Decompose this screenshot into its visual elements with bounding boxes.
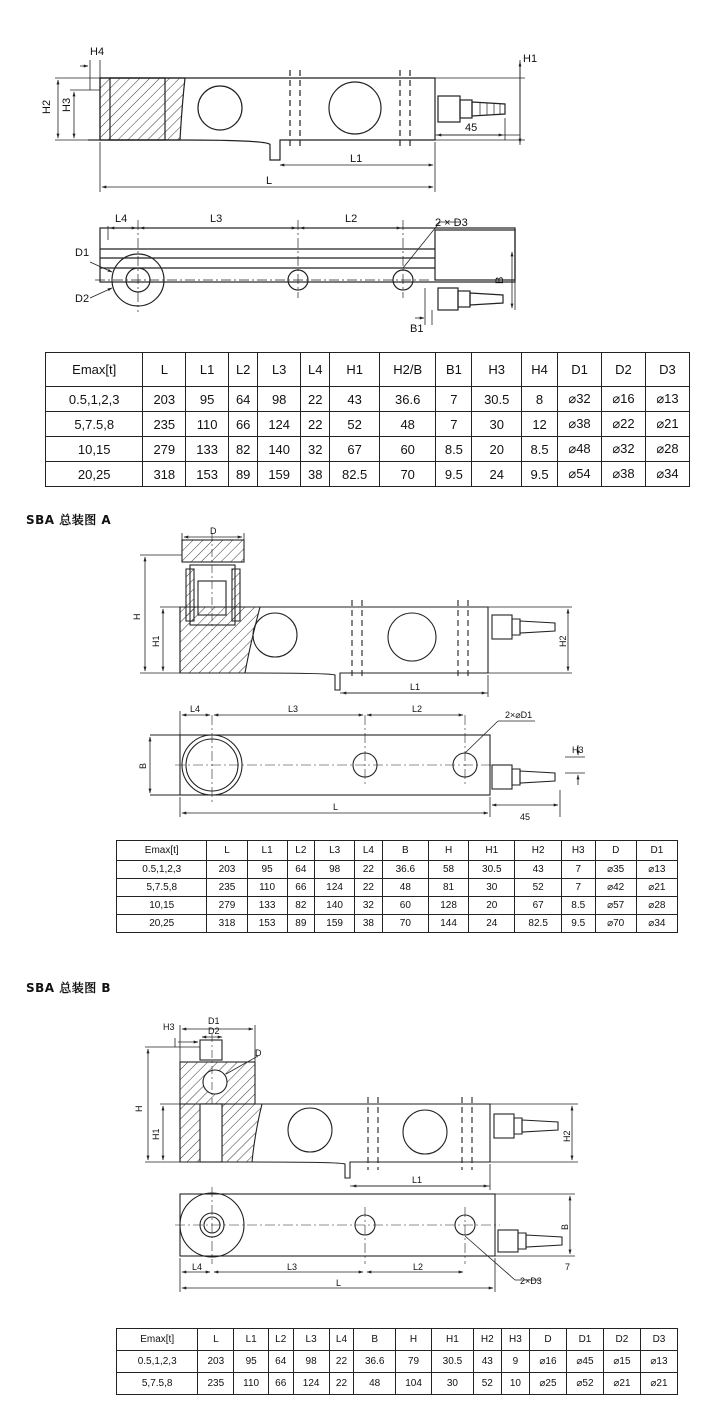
section-a-title: SBA 总装图 A bbox=[26, 513, 112, 527]
label-h2: H2 bbox=[558, 635, 568, 647]
table-cell: 82 bbox=[229, 437, 258, 462]
table-cell: 153 bbox=[186, 462, 229, 487]
table-cell: 8 bbox=[522, 387, 558, 412]
table-cell: 20 bbox=[469, 897, 515, 915]
table-cell: 60 bbox=[379, 437, 435, 462]
label-l: L bbox=[266, 175, 273, 187]
spec-table-2 bbox=[116, 840, 678, 933]
table-cell: 98 bbox=[258, 387, 301, 412]
table-cell: ⌀38 bbox=[558, 412, 602, 437]
label-45: 45 bbox=[465, 122, 478, 134]
column-header: H4 bbox=[522, 353, 558, 387]
column-header: Emax[t] bbox=[117, 841, 207, 861]
table-cell: 110 bbox=[186, 412, 229, 437]
column-header: L3 bbox=[293, 1329, 329, 1351]
table-row bbox=[117, 897, 678, 915]
table-cell: 104 bbox=[396, 1373, 432, 1395]
label-h1: H1 bbox=[151, 1128, 161, 1140]
table-cell: 43 bbox=[330, 387, 380, 412]
table-row bbox=[46, 387, 690, 412]
table-cell: 64 bbox=[287, 861, 314, 879]
label-l3: L3 bbox=[287, 1262, 298, 1272]
table-cell: ⌀25 bbox=[529, 1373, 566, 1395]
table-cell: 140 bbox=[258, 437, 301, 462]
column-header: Emax[t] bbox=[46, 353, 143, 387]
table-cell: 22 bbox=[301, 412, 330, 437]
table-cell: 82 bbox=[287, 897, 314, 915]
column-header: Emax[t] bbox=[117, 1329, 198, 1351]
table-cell: 8.5 bbox=[561, 897, 595, 915]
label-l3: L3 bbox=[288, 704, 299, 714]
label-h3: H3 bbox=[163, 1022, 175, 1032]
label-h2: H2 bbox=[562, 1130, 572, 1142]
table-cell: 20,25 bbox=[117, 915, 207, 933]
table-cell: 8.5 bbox=[522, 437, 558, 462]
table-cell: 32 bbox=[301, 437, 330, 462]
label-d: D bbox=[255, 1048, 262, 1058]
table-cell: 38 bbox=[301, 462, 330, 487]
column-header: L4 bbox=[329, 1329, 354, 1351]
table-cell: 70 bbox=[379, 462, 435, 487]
table-cell: 144 bbox=[429, 915, 469, 933]
table-cell: 30.5 bbox=[432, 1351, 474, 1373]
table-cell: 38 bbox=[355, 915, 382, 933]
column-header: H bbox=[429, 841, 469, 861]
column-header: L1 bbox=[234, 1329, 269, 1351]
label-l1: L1 bbox=[412, 1175, 423, 1185]
table-cell: 89 bbox=[229, 462, 258, 487]
table-cell: ⌀13 bbox=[645, 387, 689, 412]
table-cell: 66 bbox=[229, 412, 258, 437]
table-cell: 95 bbox=[186, 387, 229, 412]
table-cell: 52 bbox=[473, 1373, 501, 1395]
table-cell: 279 bbox=[143, 437, 186, 462]
table-cell: 9.5 bbox=[561, 915, 595, 933]
column-header: D3 bbox=[645, 353, 689, 387]
column-header: H3 bbox=[501, 1329, 529, 1351]
table-cell: 82.5 bbox=[330, 462, 380, 487]
column-header: H3 bbox=[472, 353, 522, 387]
column-header: L bbox=[198, 1329, 234, 1351]
table-cell: 95 bbox=[247, 861, 287, 879]
column-header: D1 bbox=[558, 353, 602, 387]
table-cell: 9.5 bbox=[522, 462, 558, 487]
table-cell: 30.5 bbox=[472, 387, 522, 412]
table-header-row bbox=[117, 841, 678, 861]
table-cell: ⌀57 bbox=[595, 897, 636, 915]
label-l1: L1 bbox=[350, 153, 363, 165]
label-7: 7 bbox=[565, 1262, 571, 1272]
table-cell: 20,25 bbox=[46, 462, 143, 487]
label-d3: 2 × D3 bbox=[435, 217, 468, 229]
table-cell: ⌀32 bbox=[558, 387, 602, 412]
table-cell: 70 bbox=[382, 915, 428, 933]
label-d1: D1 bbox=[75, 247, 90, 259]
table-cell: 133 bbox=[186, 437, 229, 462]
table-cell: 5,7.5,8 bbox=[117, 879, 207, 897]
table-cell: 0.5,1,2,3 bbox=[117, 1351, 198, 1373]
label-h2: H2 bbox=[41, 99, 53, 114]
table-cell: 30.5 bbox=[469, 861, 515, 879]
table-cell: 32 bbox=[355, 897, 382, 915]
table-cell: 60 bbox=[382, 897, 428, 915]
table-cell: 22 bbox=[329, 1351, 354, 1373]
column-header: D2 bbox=[603, 1329, 640, 1351]
column-header: L2 bbox=[287, 841, 314, 861]
table-cell: ⌀42 bbox=[595, 879, 636, 897]
table-cell: 110 bbox=[247, 879, 287, 897]
table-cell: 48 bbox=[382, 879, 428, 897]
table-cell: 133 bbox=[247, 897, 287, 915]
table-cell: 64 bbox=[268, 1351, 293, 1373]
label-d1: D1 bbox=[208, 1016, 220, 1026]
table-cell: 81 bbox=[429, 879, 469, 897]
table-cell: ⌀32 bbox=[602, 437, 646, 462]
table-cell: 8.5 bbox=[436, 437, 472, 462]
drawing-a bbox=[0, 525, 720, 825]
table-cell: 64 bbox=[229, 387, 258, 412]
label-h3: H3 bbox=[572, 745, 584, 755]
column-header: L3 bbox=[258, 353, 301, 387]
table-cell: 159 bbox=[258, 462, 301, 487]
table-cell: 128 bbox=[429, 897, 469, 915]
table-cell: 124 bbox=[258, 412, 301, 437]
table-cell: ⌀21 bbox=[636, 879, 677, 897]
column-header: L1 bbox=[186, 353, 229, 387]
label-l2: L2 bbox=[345, 213, 358, 225]
table-cell: 30 bbox=[432, 1373, 474, 1395]
table-cell: 98 bbox=[315, 861, 355, 879]
table-cell: 0.5,1,2,3 bbox=[46, 387, 143, 412]
table-cell: 30 bbox=[469, 879, 515, 897]
column-header: B1 bbox=[436, 353, 472, 387]
column-header: D bbox=[529, 1329, 566, 1351]
spec-table-1 bbox=[45, 352, 690, 487]
table-cell: ⌀16 bbox=[602, 387, 646, 412]
column-header: B bbox=[354, 1329, 396, 1351]
label-d: D bbox=[210, 526, 217, 536]
table-cell: 124 bbox=[315, 879, 355, 897]
table-cell: ⌀16 bbox=[529, 1351, 566, 1373]
column-header: L2 bbox=[268, 1329, 293, 1351]
table-cell: 140 bbox=[315, 897, 355, 915]
drawing-1 bbox=[0, 0, 720, 345]
table-row bbox=[117, 1351, 678, 1373]
column-header: L4 bbox=[355, 841, 382, 861]
table-row bbox=[117, 1373, 678, 1395]
label-h3: H3 bbox=[61, 97, 73, 112]
column-header: H2 bbox=[473, 1329, 501, 1351]
column-header: D3 bbox=[640, 1329, 677, 1351]
table-cell: 36.6 bbox=[382, 861, 428, 879]
table-cell: 30 bbox=[472, 412, 522, 437]
label-45: 45 bbox=[520, 812, 531, 822]
table-cell: 9.5 bbox=[436, 462, 472, 487]
label-d2: D2 bbox=[75, 293, 90, 305]
label-h1: H1 bbox=[151, 635, 161, 647]
table-cell: 43 bbox=[515, 861, 561, 879]
table-cell: 7 bbox=[436, 387, 472, 412]
table-row bbox=[46, 412, 690, 437]
label-d1: 2×⌀D1 bbox=[505, 710, 533, 720]
table-cell: 48 bbox=[379, 412, 435, 437]
label-l1: L1 bbox=[410, 682, 421, 692]
table-cell: 20 bbox=[472, 437, 522, 462]
column-header: D1 bbox=[566, 1329, 603, 1351]
column-header: H bbox=[396, 1329, 432, 1351]
table-cell: 48 bbox=[354, 1373, 396, 1395]
table-cell: 203 bbox=[207, 861, 247, 879]
spec-table-3 bbox=[116, 1328, 678, 1395]
table-cell: 52 bbox=[515, 879, 561, 897]
label-h: H bbox=[132, 613, 142, 620]
table-cell: 124 bbox=[293, 1373, 329, 1395]
table-cell: 203 bbox=[143, 387, 186, 412]
table-cell: 279 bbox=[207, 897, 247, 915]
table-cell: 36.6 bbox=[354, 1351, 396, 1373]
table-cell: 153 bbox=[247, 915, 287, 933]
label-d3: 2×D3 bbox=[520, 1276, 542, 1286]
table-cell: ⌀22 bbox=[602, 412, 646, 437]
table-cell: 36.6 bbox=[379, 387, 435, 412]
table-cell: 5,7.5,8 bbox=[46, 412, 143, 437]
table-cell: 24 bbox=[472, 462, 522, 487]
label-l: L bbox=[336, 1278, 342, 1288]
table-cell: ⌀45 bbox=[566, 1351, 603, 1373]
table-cell: 235 bbox=[143, 412, 186, 437]
table-cell: 22 bbox=[301, 387, 330, 412]
table-cell: 12 bbox=[522, 412, 558, 437]
column-header: H2/B bbox=[379, 353, 435, 387]
label-l4: L4 bbox=[115, 213, 128, 225]
column-header: L2 bbox=[229, 353, 258, 387]
table-row bbox=[117, 879, 678, 897]
column-header: L bbox=[143, 353, 186, 387]
table-cell: 22 bbox=[355, 861, 382, 879]
table-cell: 43 bbox=[473, 1351, 501, 1373]
label-l: L bbox=[333, 802, 339, 812]
table-cell: 22 bbox=[329, 1373, 354, 1395]
table-row bbox=[46, 462, 690, 487]
table-cell: ⌀48 bbox=[558, 437, 602, 462]
table-cell: 235 bbox=[207, 879, 247, 897]
table-cell: 67 bbox=[515, 897, 561, 915]
table-cell: 7 bbox=[436, 412, 472, 437]
table-cell: 9 bbox=[501, 1351, 529, 1373]
table-cell: ⌀34 bbox=[636, 915, 677, 933]
table-row bbox=[117, 861, 678, 879]
label-b: B bbox=[138, 762, 148, 769]
table-cell: ⌀52 bbox=[566, 1373, 603, 1395]
column-header: D bbox=[595, 841, 636, 861]
label-l2: L2 bbox=[412, 704, 423, 714]
table-cell: 5,7.5,8 bbox=[117, 1373, 198, 1395]
table-cell: 7 bbox=[561, 861, 595, 879]
label-l4: L4 bbox=[192, 1262, 203, 1272]
drawing-b bbox=[0, 1012, 720, 1312]
table-row bbox=[117, 915, 678, 933]
table-cell: 235 bbox=[198, 1373, 234, 1395]
table-cell: ⌀21 bbox=[603, 1373, 640, 1395]
table-cell: ⌀54 bbox=[558, 462, 602, 487]
table-cell: 89 bbox=[287, 915, 314, 933]
table-cell: 318 bbox=[207, 915, 247, 933]
label-b: B bbox=[494, 276, 506, 284]
table-cell: 98 bbox=[293, 1351, 329, 1373]
table-cell: ⌀34 bbox=[645, 462, 689, 487]
label-d2: D2 bbox=[208, 1026, 220, 1036]
column-header: D1 bbox=[636, 841, 677, 861]
table-cell: 95 bbox=[234, 1351, 269, 1373]
table-cell: 67 bbox=[330, 437, 380, 462]
label-l4: L4 bbox=[190, 704, 201, 714]
table-cell: 10 bbox=[501, 1373, 529, 1395]
column-header: L3 bbox=[315, 841, 355, 861]
table-cell: ⌀21 bbox=[645, 412, 689, 437]
column-header: H2 bbox=[515, 841, 561, 861]
table-cell: 159 bbox=[315, 915, 355, 933]
table-cell: 66 bbox=[287, 879, 314, 897]
label-b: B bbox=[560, 1223, 570, 1230]
table-cell: 79 bbox=[396, 1351, 432, 1373]
table-cell: ⌀13 bbox=[636, 861, 677, 879]
column-header: H3 bbox=[561, 841, 595, 861]
table-cell: 318 bbox=[143, 462, 186, 487]
table-header-row bbox=[46, 353, 690, 387]
table-header-row bbox=[117, 1329, 678, 1351]
table-cell: ⌀28 bbox=[645, 437, 689, 462]
table-cell: 52 bbox=[330, 412, 380, 437]
column-header: D2 bbox=[602, 353, 646, 387]
table-cell: 82.5 bbox=[515, 915, 561, 933]
label-b1: B1 bbox=[410, 323, 424, 335]
column-header: L4 bbox=[301, 353, 330, 387]
table-row bbox=[46, 437, 690, 462]
table-cell: 0.5,1,2,3 bbox=[117, 861, 207, 879]
table-cell: 66 bbox=[268, 1373, 293, 1395]
label-l3: L3 bbox=[210, 213, 223, 225]
column-header: H1 bbox=[469, 841, 515, 861]
label-h: H bbox=[134, 1105, 144, 1112]
column-header: L bbox=[207, 841, 247, 861]
table-cell: ⌀35 bbox=[595, 861, 636, 879]
table-cell: ⌀28 bbox=[636, 897, 677, 915]
table-cell: ⌀13 bbox=[640, 1351, 677, 1373]
label-h4: H4 bbox=[90, 46, 105, 58]
label-h1: H1 bbox=[523, 53, 538, 65]
table-cell: ⌀21 bbox=[640, 1373, 677, 1395]
table-cell: 10,15 bbox=[46, 437, 143, 462]
column-header: B bbox=[382, 841, 428, 861]
label-l2: L2 bbox=[413, 1262, 424, 1272]
table-cell: 58 bbox=[429, 861, 469, 879]
table-cell: 10,15 bbox=[117, 897, 207, 915]
section-b-title: SBA 总装图 B bbox=[26, 981, 112, 995]
table-cell: 203 bbox=[198, 1351, 234, 1373]
table-cell: 110 bbox=[234, 1373, 269, 1395]
table-cell: 24 bbox=[469, 915, 515, 933]
column-header: L1 bbox=[247, 841, 287, 861]
column-header: H1 bbox=[432, 1329, 474, 1351]
table-cell: 22 bbox=[355, 879, 382, 897]
table-cell: ⌀70 bbox=[595, 915, 636, 933]
column-header: H1 bbox=[330, 353, 380, 387]
table-cell: ⌀15 bbox=[603, 1351, 640, 1373]
table-cell: ⌀38 bbox=[602, 462, 646, 487]
table-cell: 7 bbox=[561, 879, 595, 897]
